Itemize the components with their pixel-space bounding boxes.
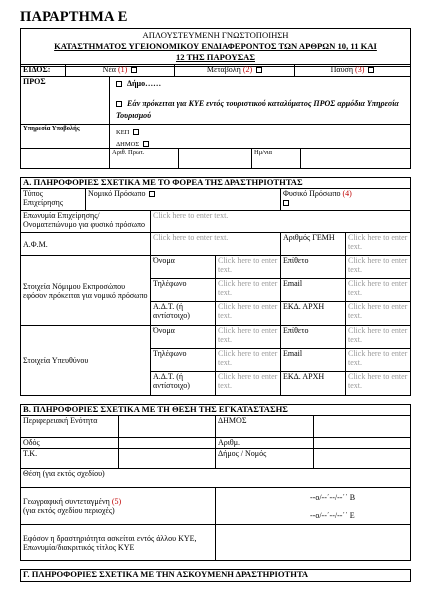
eponymia-label: Επωνυμία Επιχείρησης/ Ονοματεπώνυμο για φυσικό πρόσωπο [21,211,151,233]
efoson-field[interactable] [216,525,411,561]
geo-label2: (για εκτός σχεδίου περιοχές) [23,506,115,515]
nomimos-adt-label: Α.Δ.Τ. (ή αντίστοιχο) [151,302,216,326]
ypefthynos-label: Στοιχεία Υπευθύνου [21,326,151,396]
ypefthynos-ekd-field[interactable]: Click here to enter text. [346,372,411,396]
ypefthynos-email-field[interactable]: Click here to enter text. [346,349,411,372]
afm-field[interactable]: Click here to enter text. [151,233,281,256]
eidos-nea-ref: (1) [118,65,128,74]
header-line1: ΑΠΛΟΥΣΤΕΥΜΕΝΗ ΓΝΩΣΤΟΠΟΙΗΣΗ [142,30,289,40]
tk-field[interactable] [118,449,216,469]
dimos-row[interactable] [116,139,408,148]
eidos-metaboli-cell[interactable] [175,65,295,77]
odos-label: Οδός [21,438,119,449]
eidos-pafsi-cell[interactable] [295,65,411,77]
odos-field[interactable] [118,438,216,449]
kep-label: ΚΕΠ [116,129,130,136]
fysiko-label: Φυσικό Πρόσωπο [283,189,341,198]
arith-field[interactable] [313,438,411,449]
nomiko-cell[interactable] [86,189,281,211]
kep-checkbox[interactable] [133,129,139,135]
fysiko-ref: (4) [342,189,352,198]
dimos-nomos-field[interactable] [313,449,411,469]
nomimos-email-label: Email [281,279,346,302]
perifereiaki-field[interactable] [118,416,216,438]
pros-kye-label: Εάν πρόκειται για ΚΥΕ εντός τουριστικού καταλύματος ΠΡΟΣ αρμόδια Υπηρεσία Τουρισμού [116,99,399,120]
b-dimos-label: ΔΗΜΟΣ [216,416,314,438]
pros-kye-row[interactable] [116,98,408,122]
ypefthynos-adt-label: Α.Δ.Τ. (ή αντίστοιχο) [151,372,216,396]
geo-field[interactable] [216,488,411,525]
pafsi-checkbox[interactable] [368,67,374,73]
header-line2: ΚΑΤΑΣΤΗΜΑΤΟΣ ΥΓΕΙΟΝΟΜΙΚΟΥ ΕΝΔΙΑΦΕΡΟΝΤΟΣ ΤΩΝ ΑΡΘΡΩΝ 10, 11 ΚΑΙ [54,41,377,51]
eidos-metaboli-label: Μεταβολή [206,65,241,74]
ypefthynos-eponymo-label: Επίθετο [281,326,346,349]
geo-ref: (5) [111,497,122,506]
kye-checkbox[interactable] [116,101,122,107]
fysiko-checkbox[interactable] [283,200,289,206]
kep-row[interactable] [116,127,408,136]
perifereiaki-label: Περιφερειακή Ενότητα [21,416,119,438]
nomimos-ekd-field[interactable]: Click here to enter text. [346,302,411,326]
nomimos-email-field[interactable]: Click here to enter text. [346,279,411,302]
arith-prot-label: Αριθ. Πρωτ. [110,149,179,169]
nea-checkbox[interactable] [131,67,137,73]
section-c-table [20,569,411,582]
ypefthynos-eponymo-field[interactable]: Click here to enter text. [346,326,411,349]
eidos-pafsi-ref: (3) [355,65,365,74]
section-c-title: Γ. ΠΛΗΡΟΦΟΡΙΕΣ ΣΧΕΤΙΚΑ ΜΕ ΤΗΝ ΑΣΚΟΥΜΕΝΗ ΔΡΑΣΤΗΡΙΟΤΗΤΑ [21,570,411,582]
header-line3: 12 ΤΗΣ ΠΑΡΟΥΣΑΣ [175,52,256,62]
eidos-nea-cell[interactable] [66,65,175,77]
b-dimos-field[interactable] [313,416,411,438]
arith-label: Αριθμ. [216,438,314,449]
nomimos-tilefono-label: Τηλέφωνο [151,279,216,302]
dimos-nomos-label: Δήμος / Νομός [216,449,314,469]
geo-label: Γεωγραφική συντεταγμένη [23,497,110,506]
eidos-nea-label: Νέα [102,65,116,74]
pros-table [20,76,411,125]
eidos-pafsi-label: Παύση [330,65,354,74]
dimos-checkbox[interactable] [143,141,149,147]
nomimos-label: Στοιχεία Νόμιμου Εκπροσώπου εφόσον πρόκειται για νομικό πρόσωπο [21,256,151,326]
protocol-table [20,148,411,169]
eidos-metaboli-ref: (2) [242,65,253,74]
nomimos-tilefono-field[interactable]: Click here to enter text. [216,279,281,302]
geo-label-cell [21,488,216,525]
nomimos-onoma-field[interactable]: Click here to enter text. [216,256,281,279]
nomimos-ekd-label: ΕΚΔ. ΑΡΧΗ [281,302,346,326]
pros-dimo-label: Δήμο…… [127,79,162,88]
nomiko-checkbox[interactable] [149,191,155,197]
efoson-label: Εφόσον η δραστηριότητα ασκείται εντός άλλου ΚΥΕ, Επωνυμία/διακριτικός τίτλος ΚΥΕ [21,525,216,561]
tk-label: Τ.Κ. [21,449,119,469]
gemi-field[interactable]: Click here to enter text. [346,233,411,256]
header-table [20,28,411,67]
nomimos-onoma-label: Όνομα [151,256,216,279]
protocol-blank [21,149,110,169]
pros-dimo-row[interactable] [116,79,408,88]
nomimos-adt-field[interactable]: Click here to enter text. [216,302,281,326]
section-a-title: Α. ΠΛΗΡΟΦΟΡΙΕΣ ΣΧΕΤΙΚΑ ΜΕ ΤΟ ΦΟΡΕΑ ΤΗΣ ΔΡΑΣΤΗΡΙΟΤΗΤΑΣ [21,178,411,189]
ypefthynos-email-label: Email [281,349,346,372]
ypiresia-label: Υπηρεσία Υποβολής [21,125,110,149]
ypefthynos-tilefono-label: Τηλέφωνο [151,349,216,372]
nomiko-label: Νομικό Πρόσωπο [88,189,146,198]
arith-prot-field[interactable] [179,149,252,169]
dimos-label: ΔΗΜΟΣ [116,141,140,148]
eponymia-field[interactable]: Click here to enter text. [151,211,411,233]
afm-label: Α.Φ.Μ. [21,233,151,256]
ypiresia-table [20,124,411,149]
ypefthynos-ekd-label: ΕΚΔ. ΑΡΧΗ [281,372,346,396]
header-cell [21,29,411,67]
pros-label: ΠΡΟΣ [21,77,110,125]
nomimos-eponymo-field[interactable]: Click here to enter text. [346,256,411,279]
ypefthynos-onoma-label: Όνομα [151,326,216,349]
section-b-table [20,404,411,561]
date-field[interactable] [301,149,411,169]
thesi-label[interactable]: Θέση (για εκτός σχεδίου) [21,469,411,488]
coord-e: --o/--΄--/--΄΄ Ε [310,511,355,520]
ypefthynos-onoma-field[interactable]: Click here to enter text. [216,326,281,349]
coord-b: --o/--΄--/--΄΄ Β [310,493,356,502]
pros-options [110,77,411,125]
section-a-table [20,177,411,396]
page-title: ΠΑΡΑΡΤΗΜΑ Ε [20,9,128,25]
fysiko-cell[interactable] [281,189,411,211]
section-b-title: Β. ΠΛΗΡΟΦΟΡΙΕΣ ΣΧΕΤΙΚΑ ΜΕ ΤΗ ΘΕΣΗ ΤΗΣ ΕΓΚΑΤΑΣΤΑΣΗΣ [21,405,411,416]
eidos-label: ΕΙΔΟΣ: [21,65,66,77]
nomimos-eponymo-label: Επίθετο [281,256,346,279]
gemi-label: Αριθμός ΓΕΜΗ [281,233,346,256]
typos-label: Τύπος Επιχείρησης [21,189,86,211]
metaboli-checkbox[interactable] [256,67,262,73]
date-label: Ημ/νια [252,149,301,169]
dimo-checkbox[interactable] [116,81,122,87]
ypefthynos-tilefono-field[interactable]: Click here to enter text. [216,349,281,372]
ypefthynos-adt-field[interactable]: Click here to enter text. [216,372,281,396]
ypiresia-options [110,125,411,149]
